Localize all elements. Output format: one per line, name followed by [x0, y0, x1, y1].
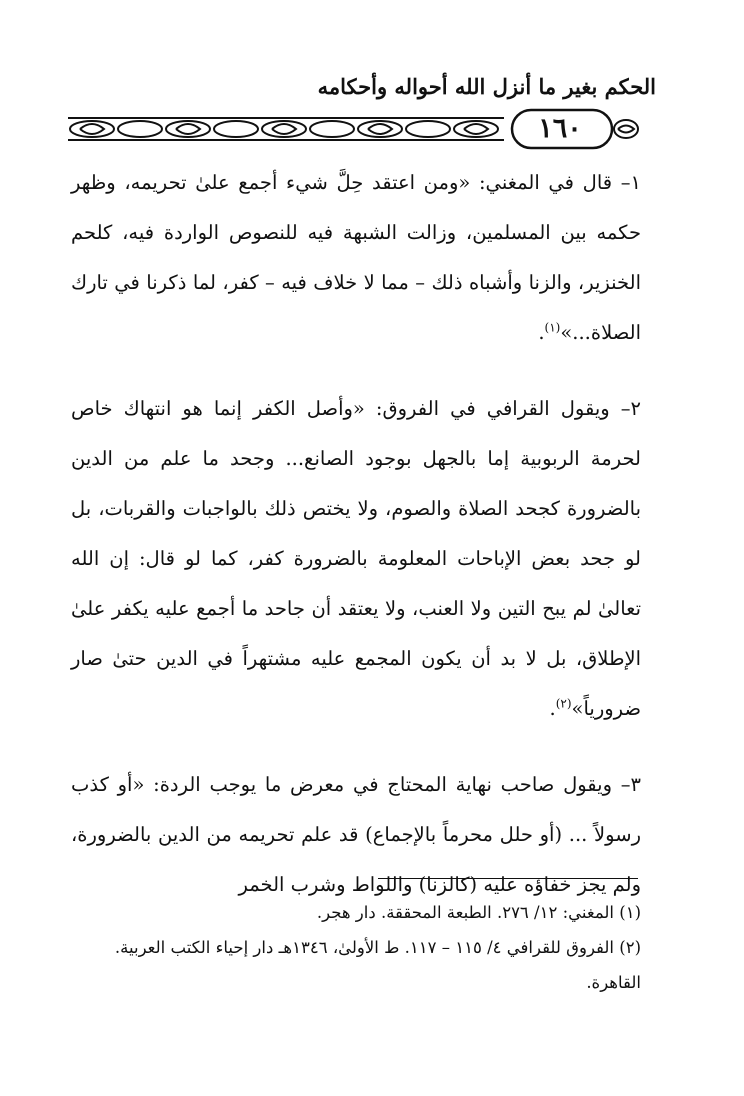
footnote-2: (٢) الفروق للقرافي ٤/ ١١٥ – ١١٧. ط الأولىٰ، ١٣٤٦هـ دار إحياء الكتب العربية. القاهرة. — [114, 938, 641, 992]
page-number: ١٦٠ — [538, 113, 582, 144]
footnote-ref: (٢) — [555, 696, 572, 711]
footnotes — [71, 895, 641, 1000]
footnote-divider — [378, 878, 638, 879]
paragraph-2: ٢– ويقول القرافي في الفروق: «وأصل الكفر إنما هو انتهاك خاص لحرمة الربوبية إما بالجهل بوجود الصانع... وجحد ما علم من الدين بالضرورة كجحد الصلاة والصوم، ولا يختص ذلك بالواجبات والقربات، بل لو جحد بعض الإباحات المعلومة بالضرورة كفر، كما لو قال: إن الله تعالىٰ لم يبح التين ولا العنب، ولا يعتقد أن جاحد ما أجمع عليه يكفر علىٰ الإطلاق، بل لا بد أن يكون المجمع عليه مشتهراً في الدين حتىٰ صار ضرورياً»$^{(٢)}$. — [71, 397, 641, 720]
footnote-ref: (١) — [544, 320, 561, 335]
running-title: الحكم بغير ما أنزل الله أحواله وأحكامه — [317, 74, 656, 99]
paragraph-1: ١– قال في المغني: «ومن اعتقد حِلَّ شيء أجمع علىٰ تحريمه، وظهر حكمه بين المسلمين، وزالت الشبهة فيه للنصوص الواردة فيه، كلحم الخنزير، والزنا وأشباه ذلك – مما لا خلاف فيه – كفر، لما ذكرنا في تارك الصلاة...»$^{(١)}$. — [71, 171, 641, 344]
footnote-1: (١) المغني: ١٢/ ٢٧٦. الطبعة المحققة. دار هجر. — [316, 903, 641, 922]
main-text — [71, 158, 641, 910]
paragraph-3: ٣– ويقول صاحب نهاية المحتاج في معرض ما يوجب الردة: «أو كذب رسولاً ... (أو حلل محرماً بالإجماع) قد علم تحريمه من الدين بالضرورة، ولم يجز خفاؤه عليه (كالزنا) واللواط وشرب الخمر — [71, 773, 641, 896]
